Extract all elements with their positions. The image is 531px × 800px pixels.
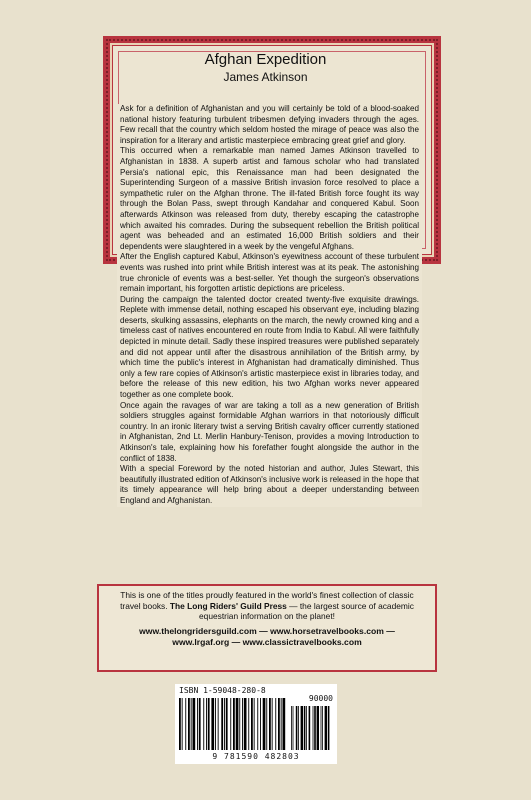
blurb-text: [117, 104, 422, 507]
barcode-bar: [272, 698, 273, 750]
book-title: Afghan Expedition: [204, 51, 327, 68]
addon-barcode-bar: [293, 706, 294, 750]
barcode-bar: [230, 698, 231, 750]
barcode-bar: [283, 698, 286, 750]
addon-barcode-bar: [314, 706, 316, 750]
barcode-number: 9 781590 482803: [212, 752, 300, 761]
barcode-bar: [251, 698, 253, 750]
barcode-bar: [179, 698, 181, 750]
addon-barcode-bar: [317, 706, 319, 750]
blurb-paragraph: This occurred when a remarkable man named James Atkinson travelled to Afghanistan in 1838. A superb artist and famous scholar who had translated Persia's national epic, this Renaissance man had been designated the Superintending Surgeon of a massive British invasion force resolved to place a sympathetic ruler on the Afghan throne. The ill-fated British force fought its way through the Bolan Pass, swept through Kandahar and conquered Kabul. Soon afterwards Atkinson was released from duty, thereby escaping the catastrophe which awaited his comrades. During the subsequent rebellion the British political agent was beheaded and an estimated 16,000 British soldiers and their dependents were slaughtered in a week by the vengeful Afghans.: [120, 146, 419, 251]
barcode-bar: [218, 698, 219, 750]
barcode-bar: [226, 698, 228, 750]
blurb-paragraph: Once again the ravages of war are taking a toll as a new generation of British soldiers struggles against formidable Afghan warriors in that notoriously difficult country. In an ironic literary twist a serving British cavalry officer currently stationed in Afghanistan, 2nd Lt. Merlin Hanbury-Tenison, provides a moving Introduction to Atkinson's tale, explaining how his forefather fought alongside the author in the conflict of 1838.: [120, 400, 419, 463]
publisher-promo-box: [97, 584, 437, 672]
barcode-bar: [206, 698, 207, 750]
barcode-bar: [263, 698, 266, 750]
barcode-bar: [266, 698, 267, 750]
barcode-bar: [275, 698, 276, 750]
blurb-paragraph: During the campaign the talented doctor created twenty-five exquisite drawings. Replete with immense detail, nothing escaped his observant eye, including blazing deserts, skulking assassins, elephants on the march, the newly crowned king and a timeless cast of natives encountered en route from India to Kabul. All were faithfully depicted in minute detail. Sadly these inspired treasures were published separately and did not appear until after the disastrous annihilation of the British army, by which time the public's interest in Afghanistan had dramatically diminished. Thus only a few rare copies of Atkinson's artistic masterpiece exist in libraries today, and before the release of this new edition, his two Afghan works never appeared together as one complete book.: [120, 294, 419, 400]
barcode-bar: [281, 698, 282, 750]
price-code: 90000: [308, 694, 333, 703]
promo-links-line-2: www.lrgaf.org — www.classictravelbooks.com: [172, 636, 362, 647]
publisher-name: The Long Riders' Guild Press: [169, 600, 287, 611]
addon-barcode-bar: [322, 706, 323, 750]
barcode-bar: [233, 698, 235, 750]
barcode-bar: [260, 698, 261, 750]
promo-links-line-1: www.thelongridersguild.com — www.horsetravelbooks.com —: [139, 625, 395, 636]
book-author: James Atkinson: [223, 70, 308, 84]
addon-barcode-bar: [298, 706, 299, 750]
barcode-bar: [254, 698, 255, 750]
barcode-bar: [224, 698, 225, 750]
blurb-paragraph: With a special Foreword by the noted historian and author, Jules Stewart, this beautifully illustrated edition of Atkinson's inclusive work is released in the hope that its timely appearance will help bring about a deeper understanding between England and Afghanistan.: [120, 464, 419, 505]
barcode-bar: [193, 698, 196, 750]
blurb-paragraph: Ask for a definition of Afghanistan and you will certainly be told of a blood-soaked national history featuring turbulent tribesmen defying invaders through the ages. Few recall that the country which seldom hosted the mirage of peace was also the inspiration for a literary and artistic masterpiece embracing great grief and glory.: [120, 104, 419, 145]
barcode-bar: [244, 698, 247, 750]
barcode-bar: [221, 698, 223, 750]
addon-barcode-bar: [309, 706, 311, 750]
addon-barcode-bar: [304, 706, 306, 750]
barcode-bar: [199, 698, 201, 750]
barcode-bar: [269, 698, 271, 750]
barcode: [175, 684, 337, 764]
barcode-bar: [236, 698, 239, 750]
barcode-bar: [197, 698, 198, 750]
barcode-bar: [188, 698, 190, 750]
addon-barcode-bar: [301, 706, 303, 750]
barcode-bar: [278, 698, 280, 750]
addon-barcode-bar: [321, 706, 322, 750]
promo-text-before: This is one of the titles proudly featured in the world's finest collection of classic travel books.: [120, 590, 414, 611]
barcode-bar: [208, 698, 210, 750]
barcode-bar: [215, 698, 216, 750]
barcode-bar: [242, 698, 243, 750]
barcode-bar: [185, 698, 186, 750]
barcode-bar: [182, 698, 183, 750]
promo-links: [99, 626, 435, 648]
barcode-bar: [203, 698, 204, 750]
addon-barcode-bar: [313, 706, 314, 750]
barcode-bar: [239, 698, 240, 750]
addon-barcode-bar: [296, 706, 298, 750]
barcode-bars: [179, 698, 333, 750]
barcode-bar: [211, 698, 214, 750]
promo-text: [109, 590, 425, 622]
addon-barcode-bar: [291, 706, 292, 750]
barcode-bar: [257, 698, 258, 750]
barcode-bar: [248, 698, 249, 750]
addon-barcode-bar: [328, 706, 330, 750]
addon-barcode-bar: [306, 706, 307, 750]
isbn-text: ISBN 1-59048-280-8: [179, 686, 266, 695]
barcode-bar: [191, 698, 192, 750]
addon-barcode-bar: [325, 706, 327, 750]
promo-text-after: — the largest source of academic equestrian information on the planet!: [199, 600, 414, 622]
blurb-paragraph: After the English captured Kabul, Atkinson's eyewitness account of these turbulent events was rushed into print while British interest was at its peak. The astonishing true chronicle of events was a best-seller. Yet though the surgeon's observations remain important, his forgotten artistic depictions are priceless.: [120, 252, 419, 294]
